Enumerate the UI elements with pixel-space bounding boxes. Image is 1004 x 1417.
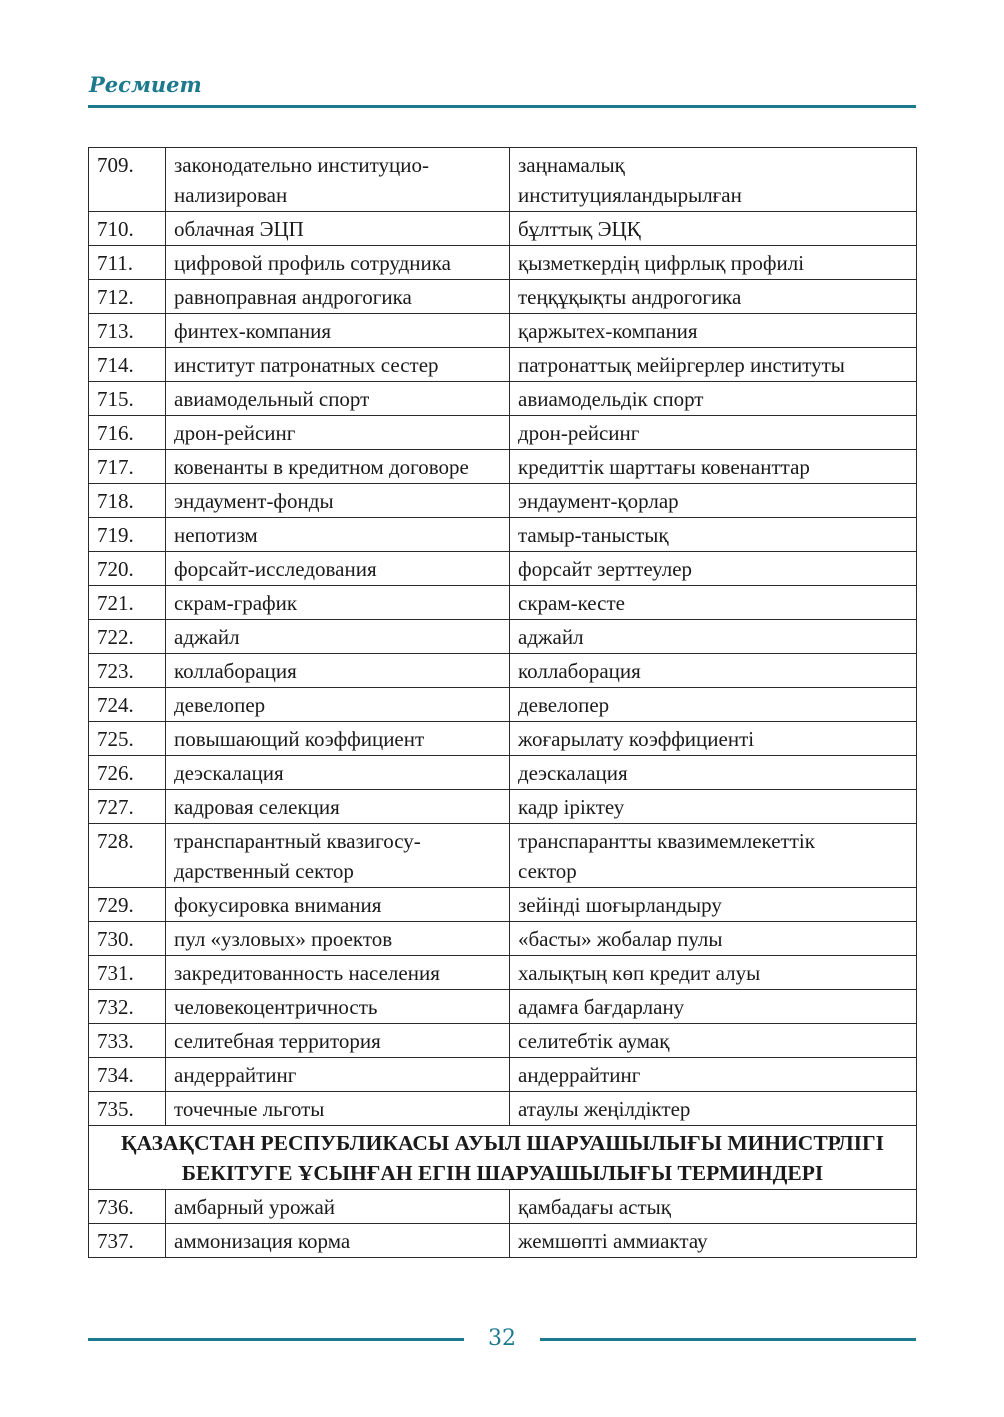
term-russian-text: человекоцентричность xyxy=(174,995,378,1019)
term-kazakh xyxy=(510,484,917,518)
term-kazakh-text: дрон-рейсинг xyxy=(518,421,640,445)
term-russian xyxy=(166,1092,510,1126)
term-russian xyxy=(166,246,510,280)
term-number xyxy=(89,1058,166,1092)
term-russian-text: транспарантный квазигосу- дарственный сектор xyxy=(174,829,421,883)
table-row xyxy=(89,756,917,790)
term-russian xyxy=(166,1224,510,1258)
term-russian-text: авиамодельный спорт xyxy=(174,387,370,411)
term-number xyxy=(89,382,166,416)
term-number xyxy=(89,688,166,722)
term-russian xyxy=(166,382,510,416)
term-kazakh xyxy=(510,1024,917,1058)
term-russian-text: аммонизация корма xyxy=(174,1229,351,1253)
term-russian xyxy=(166,314,510,348)
term-number xyxy=(89,790,166,824)
term-russian xyxy=(166,552,510,586)
table-row xyxy=(89,484,917,518)
term-russian xyxy=(166,484,510,518)
term-kazakh xyxy=(510,416,917,450)
term-russian xyxy=(166,348,510,382)
term-number xyxy=(89,756,166,790)
term-kazakh xyxy=(510,756,917,790)
term-number-text: 718. xyxy=(97,489,134,513)
term-kazakh xyxy=(510,688,917,722)
term-russian-text: андеррайтинг xyxy=(174,1063,297,1087)
table-row xyxy=(89,990,917,1024)
term-russian xyxy=(166,1190,510,1224)
term-kazakh xyxy=(510,450,917,484)
term-kazakh xyxy=(510,1224,917,1258)
term-russian-text: непотизм xyxy=(174,523,258,547)
term-number xyxy=(89,484,166,518)
term-kazakh-text: жемшөпті аммиактау xyxy=(518,1229,708,1253)
term-number xyxy=(89,148,166,212)
term-russian-text: кадровая селекция xyxy=(174,795,340,819)
table-row xyxy=(89,1024,917,1058)
term-kazakh-text: эндаумент-қорлар xyxy=(518,489,679,513)
running-header-title: Ресмиет xyxy=(89,72,202,97)
term-kazakh xyxy=(510,348,917,382)
term-kazakh-text: халықтың көп кредит алуы xyxy=(518,961,761,985)
term-number xyxy=(89,1224,166,1258)
term-kazakh xyxy=(510,620,917,654)
table-row xyxy=(89,688,917,722)
table-row xyxy=(89,552,917,586)
term-kazakh-text: тамыр-таныстық xyxy=(518,523,669,547)
term-russian-text: законодательно институцио- нализирован xyxy=(174,153,429,207)
term-kazakh xyxy=(510,148,917,212)
table-row xyxy=(89,348,917,382)
term-russian-text: скрам-график xyxy=(174,591,298,615)
term-kazakh-text: форсайт зерттеулер xyxy=(518,557,693,581)
term-number xyxy=(89,586,166,620)
term-kazakh-text: қамбадағы астық xyxy=(518,1195,671,1219)
term-number-text: 712. xyxy=(97,285,134,309)
term-number-text: 722. xyxy=(97,625,134,649)
term-number-text: 736. xyxy=(97,1195,134,1219)
term-russian xyxy=(166,212,510,246)
table-row xyxy=(89,722,917,756)
table-row xyxy=(89,1092,917,1126)
term-number-text: 730. xyxy=(97,927,134,951)
footer-divider-right xyxy=(540,1338,916,1341)
term-number-text: 728. xyxy=(97,829,134,853)
term-kazakh-text: бұлттық ЭЦҚ xyxy=(518,217,641,241)
term-russian-text: повышающий коэффициент xyxy=(174,727,425,751)
term-kazakh xyxy=(510,654,917,688)
terms-table-body xyxy=(89,148,917,1126)
term-number-text: 737. xyxy=(97,1229,134,1253)
term-kazakh xyxy=(510,922,917,956)
term-kazakh-text: адамға бағдарлану xyxy=(518,995,685,1019)
term-kazakh xyxy=(510,990,917,1024)
term-russian xyxy=(166,790,510,824)
table-row xyxy=(89,620,917,654)
term-number-text: 726. xyxy=(97,761,134,785)
term-russian-text: девелопер xyxy=(174,693,266,717)
table-row xyxy=(89,382,917,416)
term-kazakh-text: аджайл xyxy=(518,625,584,649)
term-number-text: 720. xyxy=(97,557,134,581)
footer-divider-left xyxy=(88,1338,464,1341)
term-number-text: 711. xyxy=(97,251,133,275)
term-number-text: 729. xyxy=(97,893,134,917)
section-title: ҚАЗАҚСТАН РЕСПУБЛИКАСЫ АУЫЛ ШАРУАШЫЛЫҒЫ МИНИСТРЛІГІ БЕКІТУГЕ ҰСЫНҒАН ЕГІН ШАРУАШЫЛЫҒЫ ТЕРМИНДЕРІ xyxy=(89,1126,917,1190)
term-kazakh xyxy=(510,518,917,552)
term-number-text: 733. xyxy=(97,1029,134,1053)
term-number-text: 709. xyxy=(97,153,134,177)
terms-table-body-section xyxy=(89,1190,917,1258)
term-russian-text: деэскалация xyxy=(174,761,284,785)
term-kazakh-text: селитебтік аумақ xyxy=(518,1029,670,1053)
term-kazakh-text: жоғарылату коэффициенті xyxy=(518,727,755,751)
term-kazakh xyxy=(510,212,917,246)
term-russian xyxy=(166,148,510,212)
term-russian-text: ковенанты в кредитном договоре xyxy=(174,455,469,479)
term-number-text: 735. xyxy=(97,1097,134,1121)
term-russian xyxy=(166,1024,510,1058)
term-kazakh-text: транспарантты квазимемлекеттік сектор xyxy=(518,829,815,883)
term-kazakh-text: «басты» жобалар пулы xyxy=(518,927,723,951)
term-number-text: 724. xyxy=(97,693,134,717)
term-russian xyxy=(166,956,510,990)
term-russian-text: амбарный урожай xyxy=(174,1195,335,1219)
term-kazakh-text: патронаттық мейіргерлер институты xyxy=(518,353,845,377)
table-row xyxy=(89,280,917,314)
term-kazakh xyxy=(510,314,917,348)
term-number xyxy=(89,956,166,990)
term-russian-text: облачная ЭЦП xyxy=(174,217,304,241)
table-row xyxy=(89,1190,917,1224)
term-number-text: 721. xyxy=(97,591,134,615)
term-number-text: 731. xyxy=(97,961,134,985)
term-number-text: 734. xyxy=(97,1063,134,1087)
term-russian-text: коллаборация xyxy=(174,659,297,683)
term-russian-text: аджайл xyxy=(174,625,240,649)
term-number-text: 716. xyxy=(97,421,134,445)
table-row xyxy=(89,148,917,212)
header-divider xyxy=(88,105,916,108)
term-russian-text: финтех-компания xyxy=(174,319,332,343)
term-number xyxy=(89,824,166,888)
term-number-text: 723. xyxy=(97,659,134,683)
term-kazakh xyxy=(510,586,917,620)
term-kazakh xyxy=(510,280,917,314)
term-number xyxy=(89,1092,166,1126)
term-kazakh xyxy=(510,246,917,280)
table-row xyxy=(89,246,917,280)
term-kazakh-text: кадр іріктеу xyxy=(518,795,625,819)
section-header-group xyxy=(89,1126,917,1190)
table-row xyxy=(89,922,917,956)
term-kazakh xyxy=(510,790,917,824)
term-number-text: 710. xyxy=(97,217,134,241)
term-russian xyxy=(166,824,510,888)
term-russian xyxy=(166,722,510,756)
term-number-text: 725. xyxy=(97,727,134,751)
term-number xyxy=(89,518,166,552)
term-kazakh xyxy=(510,382,917,416)
term-number-text: 715. xyxy=(97,387,134,411)
term-kazakh-text: заңнамалық институцияландырылған xyxy=(518,153,742,207)
table-row xyxy=(89,956,917,990)
term-kazakh-text: зейінді шоғырландыру xyxy=(518,893,722,917)
term-kazakh xyxy=(510,956,917,990)
term-number xyxy=(89,280,166,314)
table-row xyxy=(89,416,917,450)
table-row xyxy=(89,1058,917,1092)
term-russian xyxy=(166,654,510,688)
term-number xyxy=(89,314,166,348)
table-row xyxy=(89,790,917,824)
table-row xyxy=(89,1224,917,1258)
term-number-text: 727. xyxy=(97,795,134,819)
term-kazakh xyxy=(510,888,917,922)
term-russian-text: институт патронатных сестер xyxy=(174,353,439,377)
term-russian xyxy=(166,586,510,620)
term-russian-text: дрон-рейсинг xyxy=(174,421,296,445)
term-kazakh-text: андеррайтинг xyxy=(518,1063,641,1087)
term-number xyxy=(89,450,166,484)
term-russian-text: закредитованность населения xyxy=(174,961,440,985)
term-kazakh-text: қызметкердің цифрлық профилі xyxy=(518,251,805,275)
term-number-text: 719. xyxy=(97,523,134,547)
term-number xyxy=(89,348,166,382)
term-number xyxy=(89,654,166,688)
term-kazakh xyxy=(510,1058,917,1092)
term-kazakh-text: коллаборация xyxy=(518,659,641,683)
term-number xyxy=(89,1024,166,1058)
term-russian xyxy=(166,518,510,552)
term-russian xyxy=(166,688,510,722)
term-russian xyxy=(166,1058,510,1092)
table-row xyxy=(89,212,917,246)
term-number xyxy=(89,552,166,586)
term-russian xyxy=(166,922,510,956)
term-number-text: 714. xyxy=(97,353,134,377)
table-row xyxy=(89,518,917,552)
term-kazakh xyxy=(510,1190,917,1224)
term-number xyxy=(89,212,166,246)
term-russian xyxy=(166,888,510,922)
term-kazakh-text: атаулы жеңілдіктер xyxy=(518,1097,691,1121)
table-row xyxy=(89,888,917,922)
term-kazakh-text: деэскалация xyxy=(518,761,628,785)
term-russian xyxy=(166,756,510,790)
term-russian-text: селитебная территория xyxy=(174,1029,381,1053)
term-russian-text: цифровой профиль сотрудника xyxy=(174,251,451,275)
term-kazakh-text: қаржытех-компания xyxy=(518,319,698,343)
term-number-text: 717. xyxy=(97,455,134,479)
term-russian xyxy=(166,416,510,450)
table-row xyxy=(89,586,917,620)
term-russian xyxy=(166,280,510,314)
term-number xyxy=(89,246,166,280)
term-russian-text: точечные льготы xyxy=(174,1097,325,1121)
term-number xyxy=(89,722,166,756)
term-russian xyxy=(166,620,510,654)
term-number xyxy=(89,620,166,654)
table-row xyxy=(89,314,917,348)
term-number-text: 732. xyxy=(97,995,134,1019)
page-number: 32 xyxy=(488,1326,516,1351)
section-header-row xyxy=(89,1126,917,1190)
term-kazakh xyxy=(510,552,917,586)
term-russian-text: фокусировка внимания xyxy=(174,893,382,917)
term-russian-text: эндаумент-фонды xyxy=(174,489,334,513)
term-russian-text: форсайт-исследования xyxy=(174,557,377,581)
term-kazakh-text: кредиттік шарттағы ковенанттар xyxy=(518,455,810,479)
term-kazakh xyxy=(510,1092,917,1126)
term-number-text: 713. xyxy=(97,319,134,343)
table-row xyxy=(89,450,917,484)
term-kazakh-text: скрам-кесте xyxy=(518,591,625,615)
term-kazakh-text: теңқұқықты андрогогика xyxy=(518,285,742,309)
term-number xyxy=(89,1190,166,1224)
term-russian-text: пул «узловых» проектов xyxy=(174,927,393,951)
table-row xyxy=(89,824,917,888)
term-russian xyxy=(166,450,510,484)
term-russian-text: равноправная андрогогика xyxy=(174,285,412,309)
term-kazakh xyxy=(510,722,917,756)
term-number xyxy=(89,922,166,956)
term-kazakh-text: авиамодельдік спорт xyxy=(518,387,704,411)
term-russian xyxy=(166,990,510,1024)
term-kazakh-text: девелопер xyxy=(518,693,610,717)
term-kazakh xyxy=(510,824,917,888)
terms-table xyxy=(88,147,917,1258)
term-number xyxy=(89,888,166,922)
table-row xyxy=(89,654,917,688)
term-number xyxy=(89,990,166,1024)
term-number xyxy=(89,416,166,450)
